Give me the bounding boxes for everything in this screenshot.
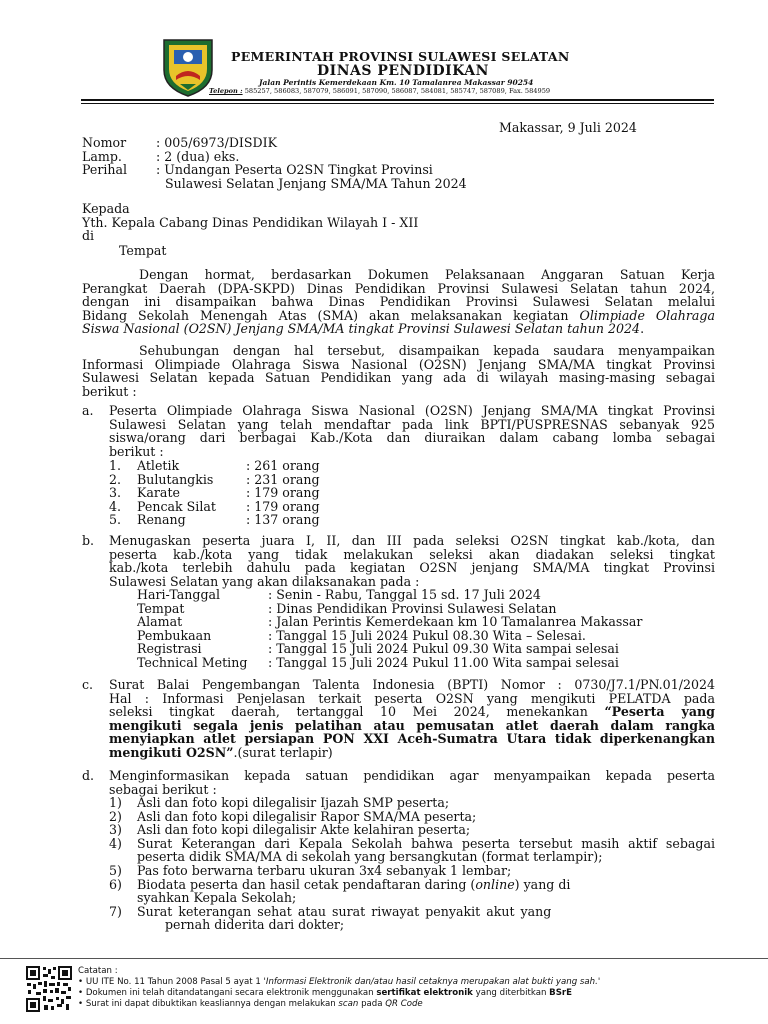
requirement-number: 1): [109, 795, 122, 810]
item-c-quote-bold: “Peserta yang: [604, 704, 715, 720]
requirement-text: peserta didik SMA/MA di sekolah yang bersangkutan (format terlampir);: [137, 849, 603, 865]
footer-text: Dokumen ini telah ditandatangani secara elektronik menggunakan: [85, 988, 377, 998]
item-a-text: [109, 404, 715, 458]
requirement-text: Asli dan foto kopi dilegalisir Ijazah SMP peserta;: [137, 795, 450, 810]
item-c-quote-bold: mengikuti O2SN”: [109, 744, 234, 760]
schedule-label: Tempat: [137, 600, 185, 616]
paragraph-line: berikut :: [82, 383, 137, 399]
bullet: •: [78, 999, 84, 1009]
item-c-text-normal: .(surat terlapir): [233, 744, 333, 760]
recipient-di: di: [82, 228, 95, 244]
event-name-italic: Siswa Nasional (O2SN) Jenjang SMA/MA tingkat Provinsi Sulawesi Selatan tahun 2024: [82, 321, 641, 337]
paragraph-line: Informasi Olimpiade Olahraga Siswa Nasional (O2SN) Jenjang SMA/MA tingkat Provinsi: [82, 356, 715, 372]
footer-catatan: Catatan :: [78, 966, 118, 976]
sport-count: : 231 orang: [246, 471, 320, 487]
requirement-item: [109, 864, 715, 878]
item-c-line: Hal : Informasi Penjelasan terkait peserta O2SN yang mengikuti PELATDA pada: [109, 690, 715, 706]
footer-bold: sertifikat elektronik: [376, 988, 473, 998]
recipient-kepada: Kepada: [82, 201, 130, 216]
requirement-number: 3): [109, 822, 122, 838]
schedule-value: : Tanggal 15 Juli 2024 Pukul 09.30 Wita sampai selesai: [268, 641, 619, 657]
sport-name: Pencak Silat: [137, 498, 216, 514]
requirement-item: [109, 837, 715, 864]
government-name: PEMERINTAH PROVINSI SULAWESI SELATAN: [231, 49, 570, 64]
bullet: •: [78, 977, 84, 987]
requirement-text-mixed: [137, 878, 570, 892]
bullet: •: [78, 988, 84, 998]
item-c-text-normal: seleksi tingkat daerah, tertanggal 10 Mei 2024, menekankan: [109, 704, 605, 720]
item-b-text: [109, 534, 715, 588]
footer-text: pada: [358, 999, 386, 1009]
schedule-value: : Jalan Perintis Kemerdekaan km 10 Tamalanrea Makassar: [268, 614, 643, 630]
item-d-line: Menginformasikan kepada satuan pendidikan agar menyampaikan kepada peserta: [109, 768, 715, 783]
requirement-text: syahkan Kepala Sekolah;: [137, 890, 297, 906]
sport-name: Karate: [137, 485, 180, 501]
footer-rule: [0, 958, 768, 959]
footer-italic: QR Code: [385, 999, 423, 1009]
letterhead: [0, 0, 768, 105]
recipient: [82, 202, 418, 257]
recipient-yth: Yth. Kepala Cabang Dinas Pendidikan Wilayah I - XII: [82, 214, 419, 230]
item-b-line: Menugaskan peserta juara I, II, dan III pada seleksi O2SN tingkat kab./kota, dan: [109, 533, 715, 548]
footer-text: UU ITE No. 11 Tahun 2008 Pasal 5 ayat 1 ': [85, 977, 266, 987]
sport-number: 1.: [109, 458, 122, 473]
meta-value-continuation: Sulawesi Selatan Jenjang SMA/MA Tahun 2024: [165, 175, 467, 191]
qr-code-icon: [26, 966, 72, 1012]
phone-label: Telepon :: [209, 87, 243, 95]
requirement-text: Asli dan foto kopi dilegalisir Akte kelahiran peserta;: [137, 822, 471, 838]
recipient-tempat: Tempat: [119, 242, 167, 258]
sport-count: : 261 orang: [246, 458, 320, 473]
requirement-item: [109, 810, 715, 824]
paragraph-end: .: [640, 321, 645, 337]
paragraph-text: Bidang Sekolah Menengah Atas (SMA) akan melaksanakan kegiatan: [82, 307, 580, 323]
footer-text: yang diterbitkan: [472, 988, 550, 998]
item-d-text: [109, 769, 715, 796]
footer-note-signature: [78, 988, 758, 999]
footer-note-ite: [78, 977, 758, 988]
footer-italic: scan: [338, 999, 359, 1009]
agency-name: DINAS PENDIDIKAN: [317, 63, 489, 79]
footer-note-qr: [78, 999, 758, 1010]
requirement-item: [109, 823, 715, 837]
item-b-marker: b.: [82, 533, 95, 548]
item-c-marker: c.: [82, 677, 94, 692]
letterhead-rule: [81, 99, 714, 101]
item-c-line-mixed: [109, 746, 715, 760]
item-a-marker: a.: [82, 403, 94, 418]
schedule-value: : Senin - Rabu, Tanggal 15 sd. 17 Juli 2024: [268, 587, 541, 602]
schedule-value: : Tanggal 15 Juli 2024 Pukul 08.30 Wita – Selesai.: [268, 627, 586, 643]
schedule-value: : Tanggal 15 Juli 2024 Pukul 11.00 Wita sampai selesai: [268, 654, 619, 670]
sport-count: : 179 orang: [246, 498, 320, 514]
item-d-marker: d.: [82, 768, 95, 783]
footer-bold: BSrE: [549, 988, 572, 998]
requirement-number: 2): [109, 808, 122, 824]
footer-text: ': [597, 977, 601, 987]
event-name-italic: Olimpiade Olahraga: [579, 307, 715, 323]
requirement-text: pernah diderita dari dokter;: [165, 917, 345, 933]
sport-name: Renang: [137, 512, 186, 528]
item-b-line: kab./kota terlebih dahulu pada kegiatan O2SN jenjang SMA/MA tingkat Provinsi: [109, 560, 715, 576]
requirement-number: 5): [109, 862, 122, 878]
paragraph-opening: [82, 268, 715, 336]
paragraph-line: Sehubungan dengan hal tersebut, disampaikan kepada saudara menyampaikan: [139, 343, 715, 358]
requirement-text: Surat keterangan sehat atau surat riwayat penyakit akut yang: [137, 903, 552, 919]
meta-value: : 2 (dua) eks.: [156, 148, 240, 164]
item-c-quote-line: mengikuti segala jenis pelatihan atau pemusatan atlet daerah dalam rangka: [109, 717, 715, 733]
paragraph-line-mixed: [82, 309, 715, 323]
sport-number: 4.: [109, 498, 122, 514]
item-c-line: Surat Balai Pengembangan Talenta Indonesia (BPTI) Nomor : 0730/J7.1/PN.01/2024: [109, 677, 715, 692]
meta-value: : Undangan Peserta O2SN Tingkat Provinsi: [156, 162, 433, 178]
item-a-line: siswa/orang dari berbagai Kab./Kota dan diuraikan dalam cabang lomba sebagai: [109, 430, 715, 446]
requirement-text: Biodata peserta dan hasil cetak pendaftaran daring (: [137, 876, 476, 892]
letter-date: Makassar, 9 Juli 2024: [499, 120, 637, 135]
paragraph-info: [82, 344, 715, 398]
requirement-number: 4): [109, 835, 122, 851]
meta-label: Perihal: [82, 162, 128, 178]
requirement-text: ) yang di: [514, 876, 571, 892]
paragraph-line-mixed: [82, 322, 715, 336]
paragraph-line: Sulawesi Selatan kepada Satuan Pendidikan yang ada di wilayah masing-masing sebagai: [82, 370, 715, 386]
meta-value: : 005/6973/DISDIK: [156, 135, 277, 150]
letterhead-rule-thin: [81, 103, 714, 104]
meta-label: Nomor: [82, 135, 127, 150]
requirement-text: Pas foto berwarna terbaru ukuran 3x4 sebanyak 1 lembar;: [137, 862, 512, 878]
item-b-line: peserta kab./kota yang tidak melakukan seleksi akan diadakan seleksi tingkat: [109, 546, 715, 562]
requirement-item: [109, 878, 715, 905]
sport-count: : 179 orang: [246, 485, 320, 501]
sport-number: 5.: [109, 512, 122, 528]
sport-name: Bulutangkis: [137, 471, 214, 487]
paragraph-line: Perangkat Daerah (DPA-SKPD) Dinas Pendidikan Provinsi Sulawesi Selatan tahun 2024,: [82, 280, 715, 296]
schedule-value: : Dinas Pendidikan Provinsi Sulawesi Selatan: [268, 600, 557, 616]
requirements-list: [109, 796, 715, 932]
schedule-label: Registrasi: [137, 641, 202, 657]
item-c-text: [109, 678, 715, 760]
paragraph-line: dengan ini disampaikan bahwa Dinas Pendidikan Provinsi Sulawesi Selatan melalui: [82, 294, 715, 310]
phone-numbers: 585257, 586083, 587079, 586091, 587090, 586087, 584081, 585747, 587089, Fax. 584959: [244, 87, 551, 95]
requirement-item: [109, 905, 715, 932]
sport-name: Atletik: [137, 458, 180, 473]
item-a-line: Sulawesi Selatan yang telah mendaftar pada link BPTI/PUSPRESNAS sebanyak 925: [109, 416, 715, 432]
requirement-number: 6): [109, 876, 122, 892]
schedule-label: Technical Meting: [137, 654, 248, 670]
requirement-number: 7): [109, 903, 122, 919]
agency-address: Jalan Perintis Kemerdekaan Km. 10 Tamalanrea Makassar 90254: [259, 78, 534, 87]
footer-italic: Informasi Elektronik dan/atau hasil cetaknya merupakan alat bukti yang sah.: [265, 977, 598, 987]
schedule-label: Alamat: [137, 614, 183, 630]
footer-text: Surat ini dapat dibuktikan keasliannya dengan melakukan: [85, 999, 339, 1009]
item-c-quote-line: menyiapkan atlet persiapan PON XXI Aceh-Sumatra Utara tidak diperkenangkan: [109, 731, 715, 747]
item-a-line: Peserta Olimpiade Olahraga Siswa Nasional (O2SN) Jenjang SMA/MA tingkat Provinsi: [109, 403, 715, 418]
item-a-line: berikut :: [109, 443, 164, 459]
sport-number: 3.: [109, 485, 122, 501]
requirement-text: Asli dan foto kopi dilegalisir Rapor SMA/MA peserta;: [137, 808, 477, 824]
sulawesi-selatan-emblem-icon: [160, 36, 216, 98]
footer-notes: [78, 966, 758, 1010]
item-d-line: sebagai berikut :: [109, 781, 217, 797]
item-b-line: Sulawesi Selatan yang akan dilaksanakan pada :: [109, 573, 420, 589]
agency-phone: [209, 87, 550, 95]
schedule-label: Pembukaan: [137, 627, 212, 643]
item-c-line-mixed: [109, 705, 715, 719]
schedule-label: Hari-Tanggal: [137, 587, 221, 602]
requirement-text: Surat Keterangan dari Kepala Sekolah bahwa peserta tersebut masih aktif sebagai: [137, 835, 715, 851]
requirement-italic: online: [475, 876, 515, 892]
paragraph-line: Dengan hormat, berdasarkan Dokumen Pelaksanaan Anggaran Satuan Kerja: [139, 267, 715, 282]
requirement-item: [109, 796, 715, 810]
sport-number: 2.: [109, 471, 122, 487]
meta-label: Lamp.: [82, 148, 122, 164]
sport-count: : 137 orang: [246, 512, 320, 528]
